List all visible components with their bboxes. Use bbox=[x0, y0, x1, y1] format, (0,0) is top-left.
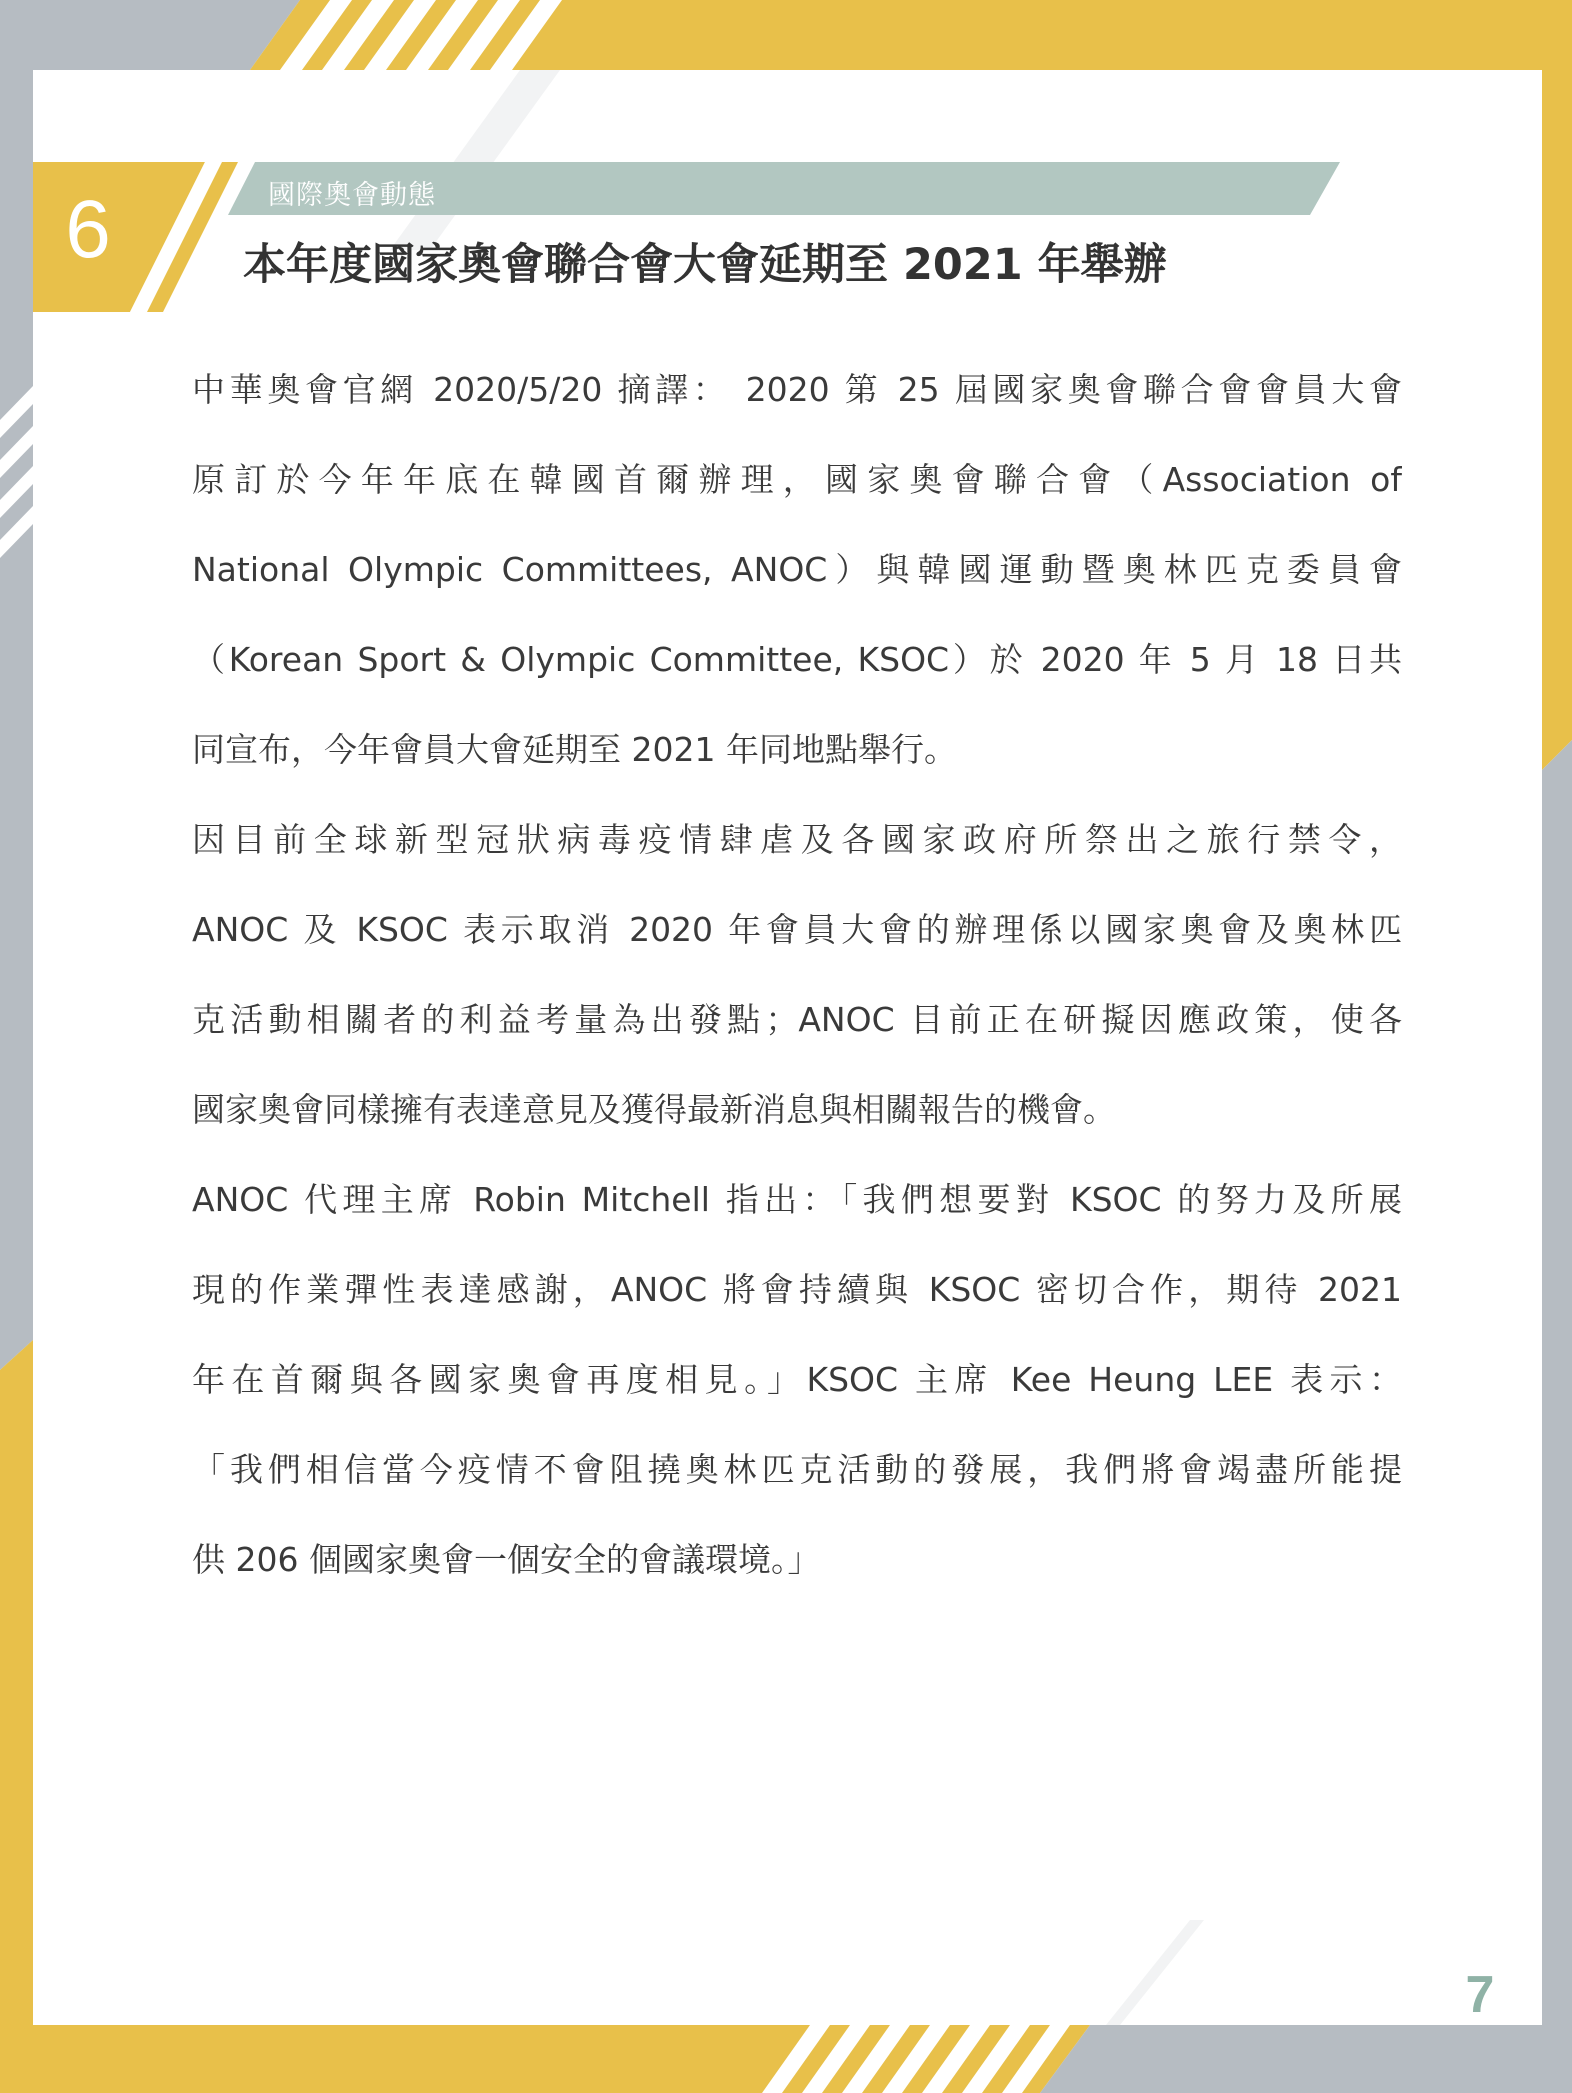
bottom-gray-band bbox=[1040, 2025, 1572, 2093]
text-line: 中華奧會官網 2020/5/20 摘譯： 2020 第 25 屆國家奧會聯合會會員大會 bbox=[192, 370, 1402, 409]
text-line: ANOC 代理主席 Robin Mitchell 指出：「我們想要對 KSOC 的努力及所展 bbox=[192, 1180, 1402, 1219]
text-line: 同宣布，今年會員大會延期至 2021 年同地點舉行。 bbox=[192, 730, 957, 769]
text-line: 年在首爾與各國家奧會再度相見。」KSOC 主席 Kee Heung LEE 表示： bbox=[192, 1360, 1402, 1399]
article-body bbox=[192, 345, 1402, 1605]
paragraph bbox=[192, 345, 1402, 795]
text-line: 現的作業彈性表達感謝，ANOC 將會持續與 KSOC 密切合作，期待 2021 bbox=[192, 1270, 1402, 1309]
section-number: 6 bbox=[65, 184, 111, 275]
article-title: 本年度國家奧會聯合會大會延期至 2021 年舉辦 bbox=[243, 240, 1167, 290]
left-gray-strip bbox=[0, 70, 33, 1370]
text-line: National Olympic Committees, ANOC）與韓國運動暨奧林匹克委員會 bbox=[192, 550, 1402, 589]
paragraph bbox=[192, 795, 1402, 1155]
text-line: 「我們相信當今疫情不會阻撓奧林匹克活動的發展，我們將會竭盡所能提 bbox=[192, 1450, 1402, 1489]
text-line: 供 206 個國家奧會一個安全的會議環境。」 bbox=[192, 1540, 821, 1579]
text-line: （Korean Sport & Olympic Committee, KSOC）於 2020 年 5 月 18 日共 bbox=[192, 640, 1402, 679]
right-gray-strip bbox=[1542, 740, 1572, 2025]
text-line: 原訂於今年年底在韓國首爾辦理，國家奧會聯合會（Association of bbox=[192, 460, 1402, 499]
page-number: 7 bbox=[1465, 1966, 1495, 2024]
text-line: 克活動相關者的利益考量為出發點；ANOC 目前正在研擬因應政策，使各 bbox=[192, 1000, 1402, 1039]
section-label: 國際奧會動態 bbox=[268, 180, 436, 211]
top-gray-band bbox=[0, 0, 300, 70]
text-line: 因目前全球新型冠狀病毒疫情肆虐及各國家政府所祭出之旅行禁令， bbox=[192, 820, 1402, 859]
paragraph bbox=[192, 1155, 1402, 1605]
left-yellow-strip bbox=[0, 1340, 33, 2025]
right-yellow-strip bbox=[1542, 70, 1572, 770]
text-line: 國家奧會同樣擁有表達意見及獲得最新消息與相關報告的機會。 bbox=[192, 1090, 1116, 1129]
text-line: ANOC 及 KSOC 表示取消 2020 年會員大會的辦理係以國家奧會及奧林匹 bbox=[192, 910, 1402, 949]
